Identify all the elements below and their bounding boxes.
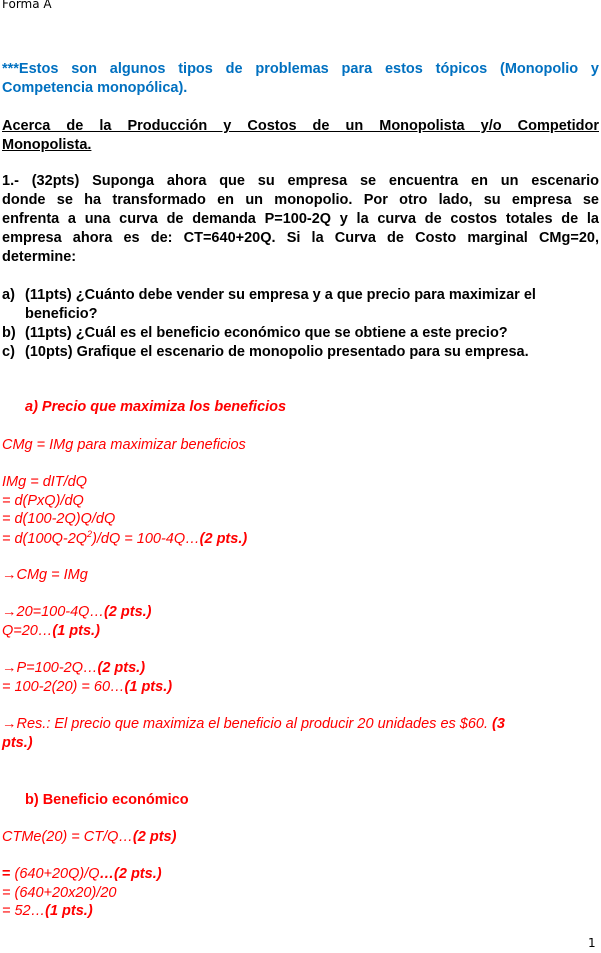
question-label: b) bbox=[2, 325, 16, 341]
solution-a-line-3: = d(PxQ)/dQ bbox=[2, 493, 84, 509]
solution-a-line-5 bbox=[2, 529, 247, 547]
intro-line-1: ***Estos son algunos tipos de problemas para estos tópicos (Monopolio y bbox=[2, 61, 599, 77]
solution-a-line-2: IMg = dIT/dQ bbox=[2, 474, 88, 490]
solution-a-line-8 bbox=[2, 623, 100, 639]
arrow-icon: → bbox=[2, 604, 17, 620]
solution-b-line-2 bbox=[2, 866, 162, 882]
question-label: c) bbox=[2, 344, 15, 360]
equation: P=100-2Q… bbox=[16, 660, 98, 676]
section-title-line-2: Monopolista. bbox=[2, 137, 92, 153]
problem-line-4: empresa ahora es de: CT=640+20Q. Si la Curva de Costo marginal CMg=20, bbox=[2, 230, 599, 246]
intro-line-2: Competencia monopólica). bbox=[2, 80, 188, 96]
arrow-icon: → bbox=[2, 716, 17, 732]
solution-b-line-1 bbox=[2, 829, 176, 845]
section-title-line-1: Acerca de la Producción y Costos de un Monopolista y/o Competidor bbox=[2, 118, 599, 134]
page-number: 1 bbox=[588, 936, 596, 950]
problem-line-5: determine: bbox=[2, 249, 77, 265]
solution-a-line-6 bbox=[2, 567, 88, 583]
solution-a-line-9 bbox=[2, 660, 145, 676]
points: (1 pts.) bbox=[124, 679, 173, 695]
problem-line-1: 1.- (32pts) Suponga ahora que su empresa se encuentra en un escenario bbox=[2, 173, 599, 189]
equation: = 52… bbox=[2, 903, 46, 919]
equation: (640+20Q)/Q bbox=[10, 866, 100, 882]
points: (2 pts.) bbox=[97, 660, 146, 676]
form-label: Forma A bbox=[2, 0, 52, 11]
points: (2 pts.) bbox=[199, 530, 248, 547]
equation: 20=100-4Q… bbox=[16, 604, 104, 620]
equals-sign: = bbox=[2, 866, 11, 882]
equation: Q=20… bbox=[2, 623, 53, 639]
points: (2 pts) bbox=[132, 829, 177, 845]
problem-line-3: enfrenta a una curva de demanda P=100-2Q y la curva de costos totales de la bbox=[2, 211, 599, 227]
points: (1 pts.) bbox=[45, 903, 93, 919]
equation: CMg = IMg bbox=[16, 567, 88, 583]
solution-b-line-4 bbox=[2, 903, 93, 919]
solution-b-heading: b) Beneficio económico bbox=[25, 792, 189, 808]
arrow-icon: → bbox=[2, 660, 17, 676]
question-text: (11pts) ¿Cuánto debe vender su empresa y a que precio para maximizar el bbox=[25, 287, 536, 303]
exponent: 2 bbox=[87, 529, 93, 539]
derivative-text: = d(100Q-2Q bbox=[2, 530, 88, 547]
question-c bbox=[2, 344, 529, 360]
solution-a-result-points: pts.) bbox=[2, 735, 33, 751]
solution-a-line-4: = d(100-2Q)Q/dQ bbox=[2, 511, 116, 527]
problem-line-2: donde se ha transformado en un monopolio. Por otro lado, su empresa se bbox=[2, 192, 599, 208]
result-text: Res.: El precio que maximiza el beneficio al producir 20 unidades es $60. bbox=[16, 716, 493, 732]
question-a-continued: beneficio? bbox=[25, 306, 98, 322]
points: (1 pts.) bbox=[52, 623, 100, 639]
question-a bbox=[2, 287, 536, 303]
solution-b-line-3: = (640+20x20)/20 bbox=[2, 885, 117, 901]
solution-a-line-1: CMg = IMg para maximizar beneficios bbox=[2, 437, 246, 453]
solution-a-line-7 bbox=[2, 604, 152, 620]
question-b bbox=[2, 325, 508, 341]
points: …(2 pts.) bbox=[99, 866, 162, 882]
solution-a-result bbox=[2, 716, 505, 732]
points: (2 pts.) bbox=[103, 604, 152, 620]
question-label: a) bbox=[2, 287, 15, 303]
question-text: (10pts) Grafique el escenario de monopolio presentado para su empresa. bbox=[25, 344, 529, 360]
equation: = 100-2(20) = 60… bbox=[2, 679, 125, 695]
points: (3 bbox=[492, 716, 505, 732]
solution-a-line-10 bbox=[2, 679, 172, 695]
solution-a-heading: a) Precio que maximiza los beneficios bbox=[25, 399, 287, 415]
arrow-icon: → bbox=[2, 567, 17, 583]
equation: CTMe(20) = CT/Q… bbox=[2, 829, 133, 845]
question-text: (11pts) ¿Cuál es el beneficio económico que se obtiene a este precio? bbox=[25, 325, 508, 341]
derivative-result: )/dQ = 100-4Q… bbox=[92, 530, 200, 547]
